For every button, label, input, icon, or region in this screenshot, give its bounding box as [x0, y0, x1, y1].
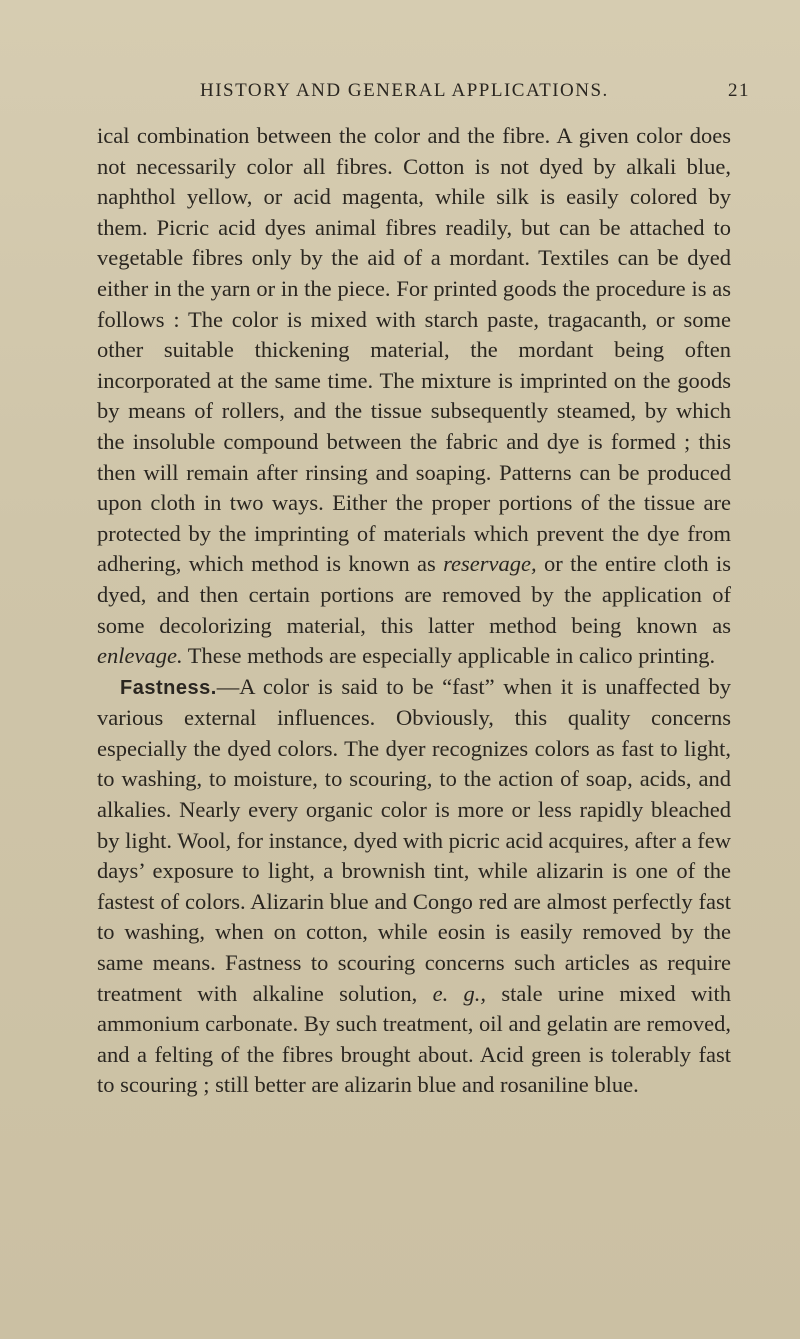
- section-heading-fastness: Fastness.: [120, 676, 217, 699]
- paragraph-text: These methods are especially applicable in calico printing.: [182, 643, 716, 669]
- paragraph-text: or the entire cloth is dyed, and then certain portions are removed by the application of some decolorizing material, this latter method being known as: [97, 551, 731, 638]
- paragraph-text: —A color is said to be “fast” when it is unaffected by various external influences. Obviously, this quality concerns especially the dyed colors. The dyer recognizes colors as fast to light, to washing, to moisture, to scouring, to the action of soap, acids, and alkalies. Nearly every organic color is more or less rapidly bleached by light. Wool, for instance, dyed with picric acid acquires, after a few days’ exposure to light, a brownish tint, while alizarin is one of the fastest of colors. Alizarin blue and Congo red are almost perfectly fast to washing, when on cotton, while eosin is easily removed by the same means. Fastness to scouring concerns such articles as require treatment with alkaline solution,: [97, 673, 731, 1006]
- paragraph-text: ical combination between the color and the fibre. A given color does not necessarily color all fibres. Cotton is not dyed by alkali blue, naphthol yellow, or acid magenta, while silk is easily colored by them. Picric acid dyes animal fibres readily, but can be attached to vegetable fibres only by the aid of a mordant. Textiles can be dyed either in the yarn or in the piece. For printed goods the procedure is as follows : The color is mixed with starch paste, tragacanth, or some other suitable thickening material, the mordant being often incorporated at the same time. The mixture is imprinted on the goods by means of rollers, and the tissue subsequently steamed, by which the insoluble compound between the fabric and dye is formed ; this then will remain after rinsing and soaping. Patterns can be produced upon cloth in two ways. Either the proper portions of the tissue are protected by the imprinting of materials which prevent the dye from adhering, which method is known as: [97, 123, 731, 577]
- paragraph-text: stale urine mixed with ammonium carbonate. By such treatment, oil and gelatin are removed, and a felting of the fibres brought about. Acid green is tolerably fast to scouring ; still better are alizarin blue and rosaniline blue.: [97, 980, 731, 1098]
- page-number: 21: [728, 80, 750, 101]
- paragraph-dyeing-printing: [97, 121, 731, 672]
- running-head-title: HISTORY AND GENERAL APPLICATIONS.: [200, 80, 609, 101]
- term-reservage: reservage,: [443, 551, 537, 577]
- running-head: [0, 80, 800, 108]
- body-text: [97, 121, 731, 1101]
- paragraph-fastness: [97, 672, 731, 1101]
- term-enlevage: enlevage.: [97, 643, 183, 669]
- abbreviation-eg: e. g.,: [432, 980, 487, 1006]
